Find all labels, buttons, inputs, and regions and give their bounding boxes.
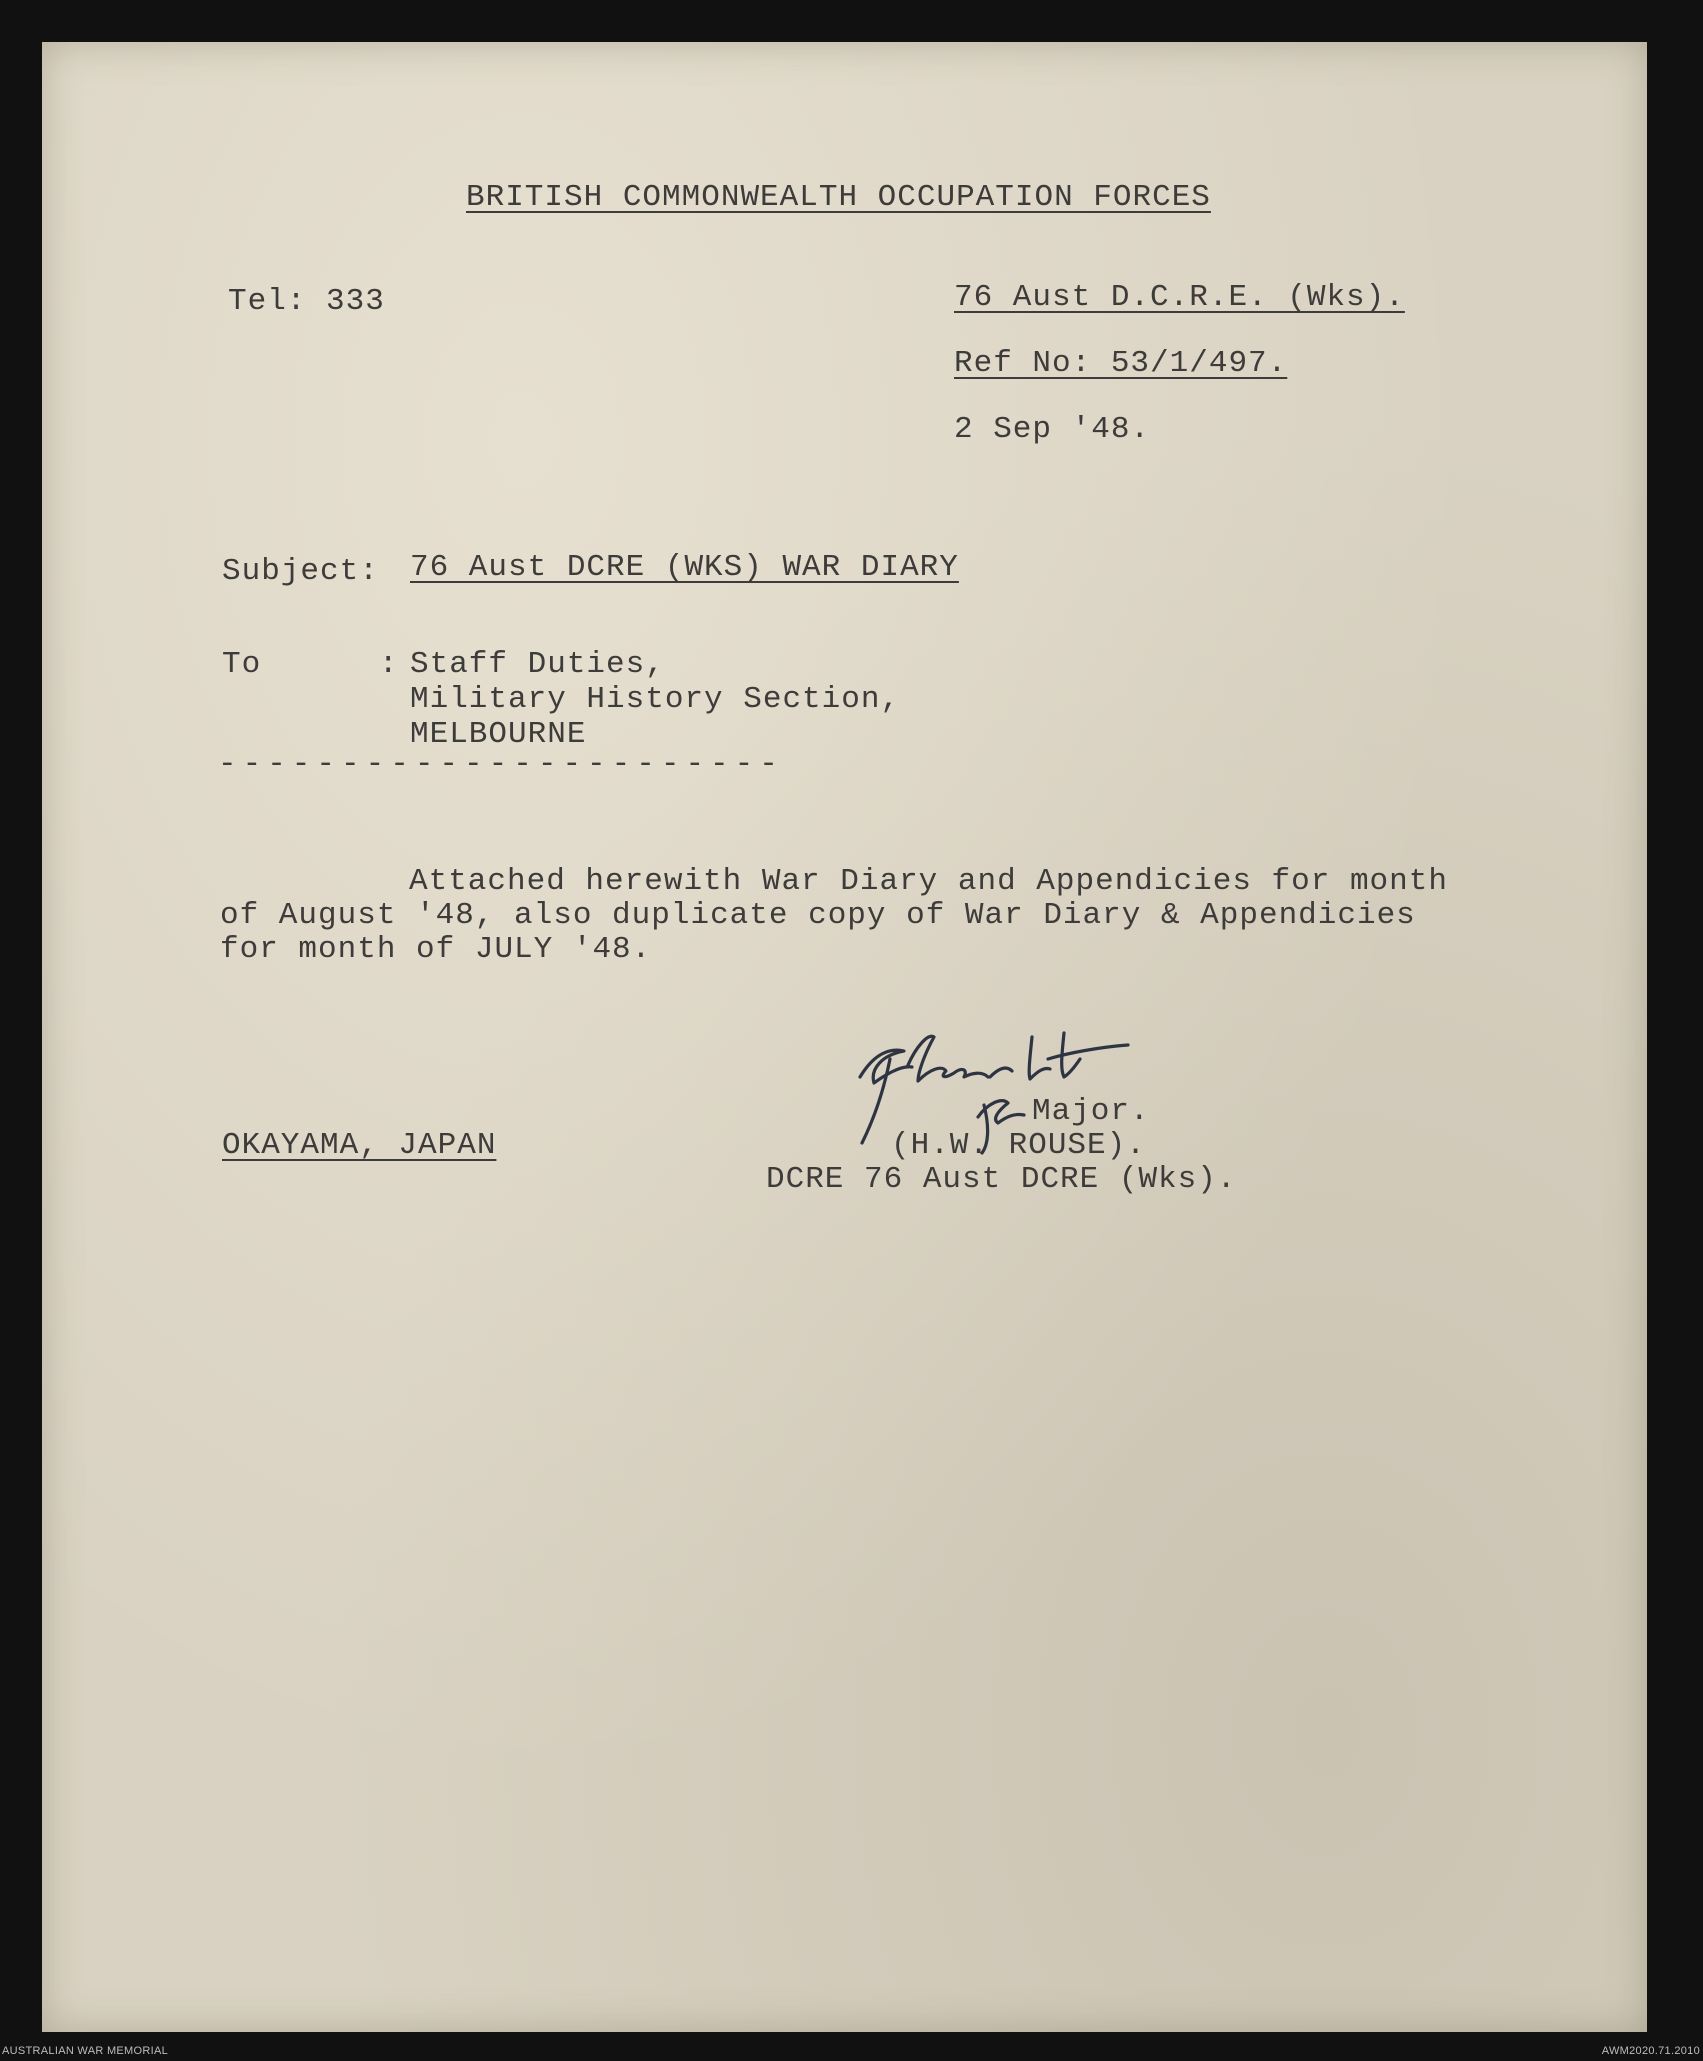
- recipient-line: Military History Section,: [410, 682, 901, 717]
- to-label: To :: [222, 647, 399, 682]
- signatory-name: (H.W. ROUSE).: [891, 1128, 1146, 1163]
- subject-label: Subject:: [222, 554, 379, 589]
- unit-name: 76 Aust D.C.R.E. (Wks).: [954, 280, 1405, 315]
- footer-accession-number: AWM2020.71.2010: [1601, 2045, 1700, 2057]
- recipient-line: Staff Duties,: [410, 647, 665, 682]
- signature-title: Major.: [1032, 1094, 1150, 1129]
- body-line: of August '48, also duplicate copy of War Diary & Appendicies: [220, 898, 1416, 933]
- subject-text: 76 Aust DCRE (WKS) WAR DIARY: [410, 550, 959, 585]
- document-date: 2 Sep '48.: [954, 412, 1151, 447]
- telephone-number: Tel: 333: [228, 284, 385, 319]
- reference-number: Ref No: 53/1/497.: [954, 346, 1288, 381]
- signatory-role: DCRE 76 Aust DCRE (Wks).: [766, 1162, 1237, 1197]
- document-page: [42, 42, 1647, 2032]
- body-line: for month of JULY '48.: [220, 932, 652, 967]
- recipient-line: MELBOURNE: [410, 717, 587, 752]
- document-heading: BRITISH COMMONWEALTH OCCUPATION FORCES: [466, 180, 1211, 215]
- separator-line: -----------------------: [218, 747, 784, 782]
- footer-archive-name: AUSTRALIAN WAR MEMORIAL: [2, 2045, 169, 2057]
- body-line: Attached herewith War Diary and Appendicies for month: [409, 864, 1448, 899]
- location: OKAYAMA, JAPAN: [222, 1128, 497, 1163]
